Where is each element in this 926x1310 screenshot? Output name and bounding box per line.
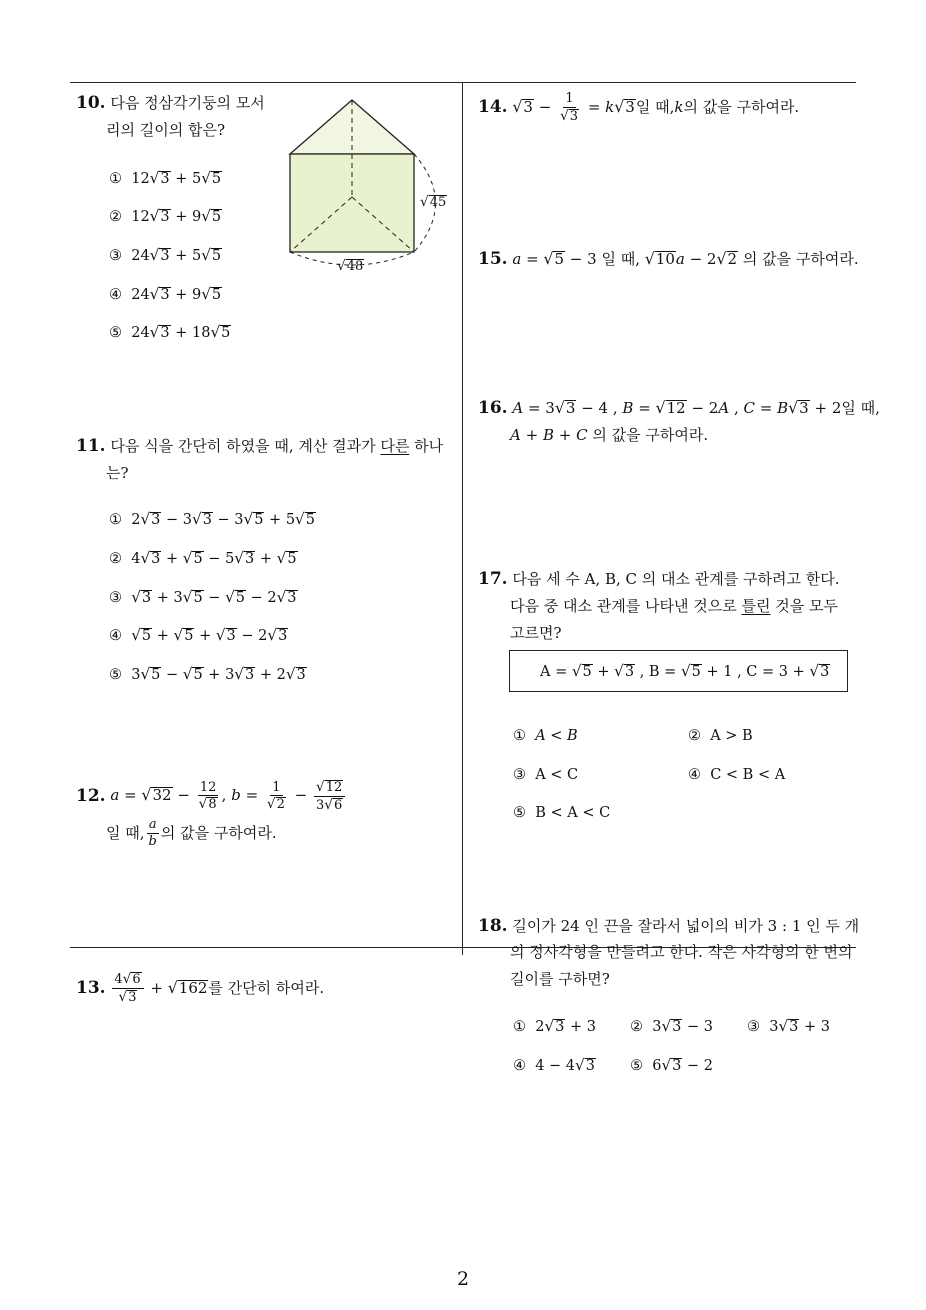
q18-option-4[interactable]: ④ 4 − 4√3 [513,1056,595,1074]
q18-number: 18. [478,916,508,936]
q11-option-5[interactable]: ⑤ 3√5 − √5 + 3√3 + 2√3 [109,665,306,683]
q15-line: 15. a = √5 − 3 일 때, √10a − 2√2 의 값을 구하여라. [478,249,859,269]
q10-line2: 리의 길이의 합은? [106,121,226,139]
q14-line: 14. √3 − $\frac{1}{√3}$ = k √3 일 때, k 의 값을 구하여라. [478,91,800,124]
q11-option-4[interactable]: ④ √5 + √5 + √3 − 2√3 [109,626,288,644]
page-number: 2 [456,1268,470,1290]
q15-number: 15. [478,249,508,269]
q17-option-3[interactable]: ③ A < C [513,767,579,783]
q10-option-4[interactable]: ④ 24√3 + 9√5 [109,285,222,303]
q18-line3: 길이를 구하면? [510,970,610,988]
q11-option-3[interactable]: ③ √3 + 3√5 − √5 − 2√3 [109,588,297,606]
q12-expression: a = √32 − $\frac{12}{√8}$ , b = $\frac{1}{√2}$ − $\frac{√12}{3√6}$ [110,780,347,812]
q17-number: 17. [478,569,508,589]
label-bottom-length: √48 [337,258,364,274]
q18-option-1[interactable]: ① 2√3 + 3 [513,1017,596,1035]
triangular-prism-figure [282,92,462,282]
q17-line3: 고르면? [510,624,562,642]
q17-line1: 17. 다음 세 수 A, B, C 의 대소 관계를 구하려고 한다. [478,569,840,589]
q17-option-5[interactable]: ⑤ B < A < C [513,805,611,821]
q10-option-3[interactable]: ③ 24√3 + 5√5 [109,246,222,264]
q11-line2: 는? [106,464,129,482]
q17-option-4[interactable]: ④ C < B < A [688,767,786,783]
q18-option-5[interactable]: ⑤ 6√3 − 2 [630,1056,713,1074]
q16-line2: A + B + C 의 값을 구하여라. [510,426,709,444]
q18-line2: 의 정사각형을 만들려고 한다. 작은 사각형의 한 변의 [510,943,853,961]
q18-option-3[interactable]: ③ 3√3 + 3 [747,1017,830,1035]
q10-line1: 10. 다음 정삼각기둥의 모서 [76,93,265,113]
q17-option-1[interactable]: ① A < B [513,728,578,744]
q10-option-5[interactable]: ⑤ 24√3 + 18√5 [109,323,231,341]
q17-definitions: A = √5 + √3 , B = √5 + 1 , C = 3 + √3 [540,662,830,680]
q12-line2: 일 때, $\frac{a}{b}$ 의 값을 구하여라. [106,817,277,849]
q18-line1: 18. 길이가 24 인 끈을 잘라서 넓이의 비가 3 : 1 인 두 개 [478,916,860,936]
q10-number: 10. [76,93,106,113]
q14-number: 14. [478,97,508,118]
top-rule [70,82,856,83]
column-divider [462,83,463,955]
q13-line: 13. $\frac{4√6}{√3}$ + √162 를 간단히 하여라. [76,971,325,1005]
q11-line1: 11. 다음 식을 간단히 하였을 때, 계산 결과가 다른 하나 [76,436,444,456]
q11-option-2[interactable]: ② 4√3 + √5 − 5√3 + √5 [109,549,297,567]
q16-number: 16. [478,398,508,418]
q17-line2: 다음 중 대소 관계를 나타낸 것으로 틀린 것을 모두 [510,597,838,615]
q17-option-2[interactable]: ② A > B [688,728,753,744]
label-side-length: √45 [420,194,447,210]
q11-option-1[interactable]: ① 2√3 − 3√3 − 3√5 + 5√5 [109,510,315,528]
q12-line1 [76,780,347,812]
q10-option-1[interactable]: ① 12√3 + 5√5 [109,169,222,187]
q11-number: 11. [76,436,106,456]
q12-number: 12. [76,785,106,806]
q13-number: 13. [76,977,106,998]
q18-option-2[interactable]: ② 3√3 − 3 [630,1017,713,1035]
q10-option-2[interactable]: ② 12√3 + 9√5 [109,207,222,225]
q16-line1: 16. A = 3√3 − 4 , B = √12 − 2A , C = B√3 + 2일 때, [478,398,880,418]
